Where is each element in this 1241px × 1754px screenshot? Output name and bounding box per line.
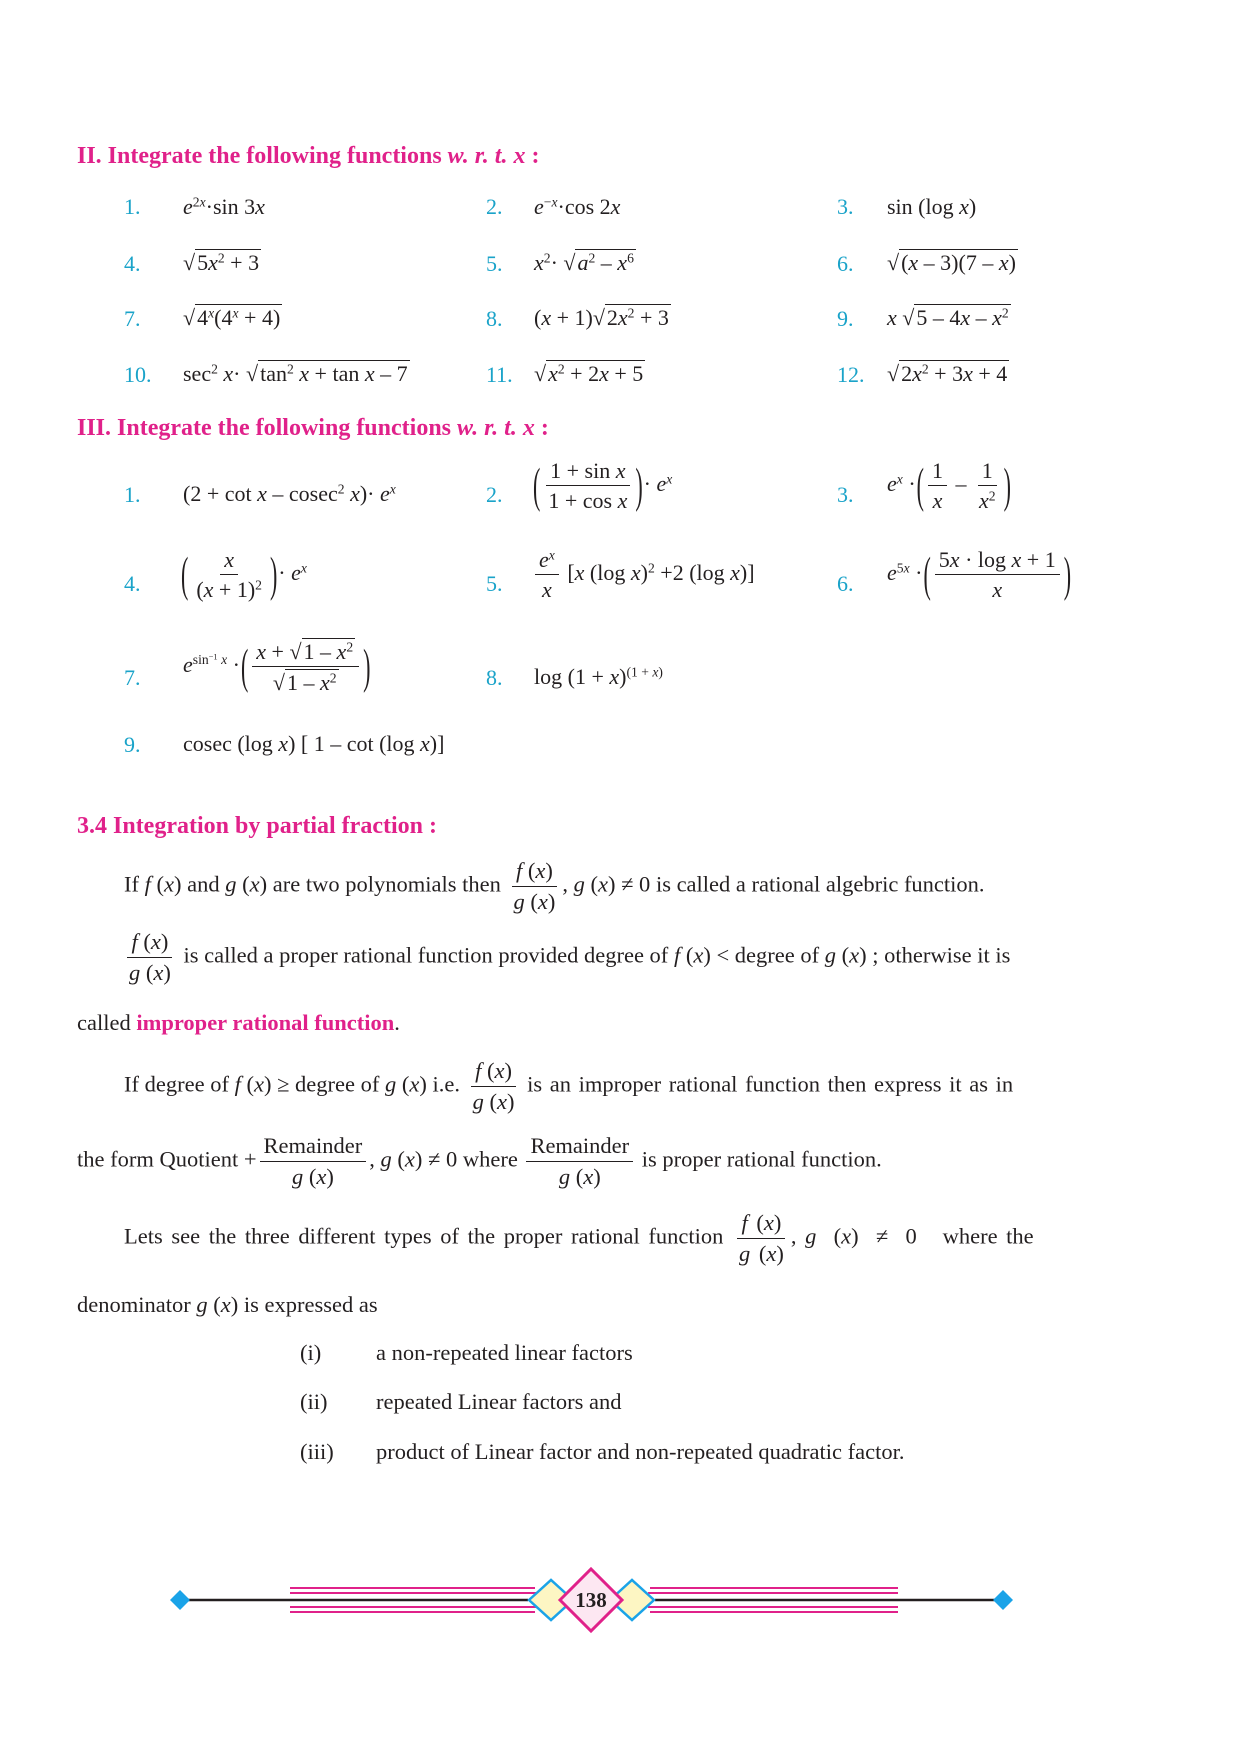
paragraph-proper-rational: $\frac{f (x)}{g (x)}$ is called a proper rational function provided degree of f (x) < degree of g (x) ; otherwise it is bbox=[129, 929, 1011, 985]
exercise-number: 5. bbox=[486, 251, 503, 276]
footer-ornament bbox=[0, 1560, 1241, 1640]
exercise-2-8: $(x + 1)√2x^2 + 3$ bbox=[534, 305, 669, 330]
exercise-number: 3. bbox=[837, 482, 854, 507]
exercise-number: 1. bbox=[124, 194, 141, 219]
exercise-number: 4. bbox=[124, 251, 141, 276]
exercise-2-6: √(x – 3)(7 – x) bbox=[887, 250, 1016, 275]
paragraph-quotient-form: the form Quotient + $\frac{\text{Remainder}}{g (x)}$ , g (x) ≠ 0 where $\frac{\text{Remainder}}{g (x)}$ is proper rational function. bbox=[77, 1133, 882, 1189]
exercise-2-4: $√5x^2 + 3$ bbox=[183, 250, 260, 275]
exercise-3-2: ( $\frac{\text{1 + sin x}}{\text{1 + cos x}}$ )· $e^x$ bbox=[533, 457, 673, 514]
exercise-2-9: x $√5 - 4x - x^2$ bbox=[887, 305, 1009, 330]
exercise-number: 6. bbox=[837, 251, 854, 276]
exercise-number: 12. bbox=[837, 362, 865, 387]
exercise-number: 10. bbox=[124, 362, 152, 387]
exercise-number: 3. bbox=[837, 194, 854, 219]
exercise-3-5: $\frac{e^x}{x}$ [x (log x)$^2$ +2 (log x)] bbox=[532, 547, 755, 603]
exercise-number: 8. bbox=[486, 665, 503, 690]
exercise-number: 4. bbox=[124, 571, 141, 596]
page-number: 138 bbox=[575, 1588, 607, 1612]
exercise-3-4: ( $\frac{x}{(x + 1)^2}$ )· $e^x$ bbox=[181, 546, 307, 603]
footer-right-diamond-icon bbox=[993, 1590, 1013, 1610]
exercise-2-1: $e^{2x}\cdot\sin$ 3x bbox=[183, 194, 265, 219]
list-item-text: product of Linear factor and non-repeated quadratic factor. bbox=[376, 1439, 905, 1464]
exercise-3-7: $e^{sin^{-1} x}$ ·( $\frac{x + √1 - x^2}{√1 - x^2}$ ) bbox=[183, 638, 371, 696]
exercise-number: 2. bbox=[486, 194, 503, 219]
exercise-2-7: $√4^x(4^x + 4)$ bbox=[183, 305, 281, 330]
exercise-2-11: $√x^2 + 2x + 5$ bbox=[534, 361, 644, 386]
exercise-number: 1. bbox=[124, 482, 141, 507]
list-item-label: (i) bbox=[300, 1340, 322, 1365]
exercise-number: 9. bbox=[124, 732, 141, 757]
list-item-text: a non-repeated linear factors bbox=[376, 1340, 633, 1365]
exercise-2-10: $\sec^2 x\cdot √\tan^2$ x + tan x – 7 bbox=[183, 361, 408, 386]
section-3-4-heading: 3.4 Integration by partial fraction : bbox=[77, 813, 437, 839]
section-3-heading: III. Integrate the following functions w. r. t. x : bbox=[77, 415, 549, 441]
exercise-3-8: $\log (1 + x)^{(1 + x)}$ bbox=[534, 664, 663, 689]
exercise-2-3: sin (log x) bbox=[887, 194, 977, 219]
exercise-2-2: $e^{-x}\cdot\cos$ 2x bbox=[534, 194, 621, 219]
paragraph-improper: called improper rational function. bbox=[77, 1010, 400, 1035]
list-item-label: (iii) bbox=[300, 1439, 334, 1464]
exercise-2-12: $√2x^2 + 3x + 4$ bbox=[887, 361, 1008, 386]
list-item-label: (ii) bbox=[300, 1389, 328, 1414]
paragraph-degree: If degree of f (x) ≥ degree of g (x) i.e. $\frac{f (x)}{g (x)}$ is an improper rational function then express it as in bbox=[124, 1058, 1014, 1114]
exercise-number: 7. bbox=[124, 306, 141, 331]
exercise-number: 6. bbox=[837, 571, 854, 596]
exercise-number: 11. bbox=[486, 362, 513, 387]
exercise-3-6: $e^{5x}$ ·( $\frac{\text{5x · log x + 1}}{x}$ ) bbox=[887, 546, 1072, 603]
page-footer bbox=[0, 1560, 1241, 1640]
exercise-3-1: (2 + cot x – cosec$^2$ $x)\cdot e^x$ bbox=[183, 481, 396, 506]
paragraph-rational-definition: If f (x) and g (x) are two polynomials then $\frac{f (x)}{g (x)}$ , g (x) ≠ 0 is called a rational algebric function. bbox=[124, 858, 985, 914]
exercise-number: 9. bbox=[837, 306, 854, 331]
list-item-text: repeated Linear factors and bbox=[376, 1389, 622, 1414]
paragraph-denominator: denominator g (x) is expressed as bbox=[77, 1292, 378, 1317]
exercise-number: 5. bbox=[486, 571, 503, 596]
exercise-number: 2. bbox=[486, 482, 503, 507]
paragraph-three-types: Lets see the three different types of the proper rational function $\frac{f (x)}{g (x)}$ , g (x) ≠ 0 where the bbox=[124, 1210, 1034, 1266]
exercise-2-5: $x^2\cdot √a^2 - x^6$ bbox=[534, 250, 634, 275]
exercise-number: 7. bbox=[124, 665, 141, 690]
exercise-3-3: $e^x$ ·( $\frac{1}{x}$ – $\frac{1}{x^2}$ ) bbox=[887, 457, 1011, 514]
exercise-number: 8. bbox=[486, 306, 503, 331]
exercise-3-9: cosec (log x) [ 1 – cot (log x)] bbox=[183, 731, 445, 756]
footer-left-diamond-icon bbox=[170, 1590, 190, 1610]
improper-rational-function-term: improper rational function bbox=[136, 1010, 395, 1035]
section-2-heading: II. Integrate the following functions w. r. t. x : bbox=[77, 143, 540, 169]
